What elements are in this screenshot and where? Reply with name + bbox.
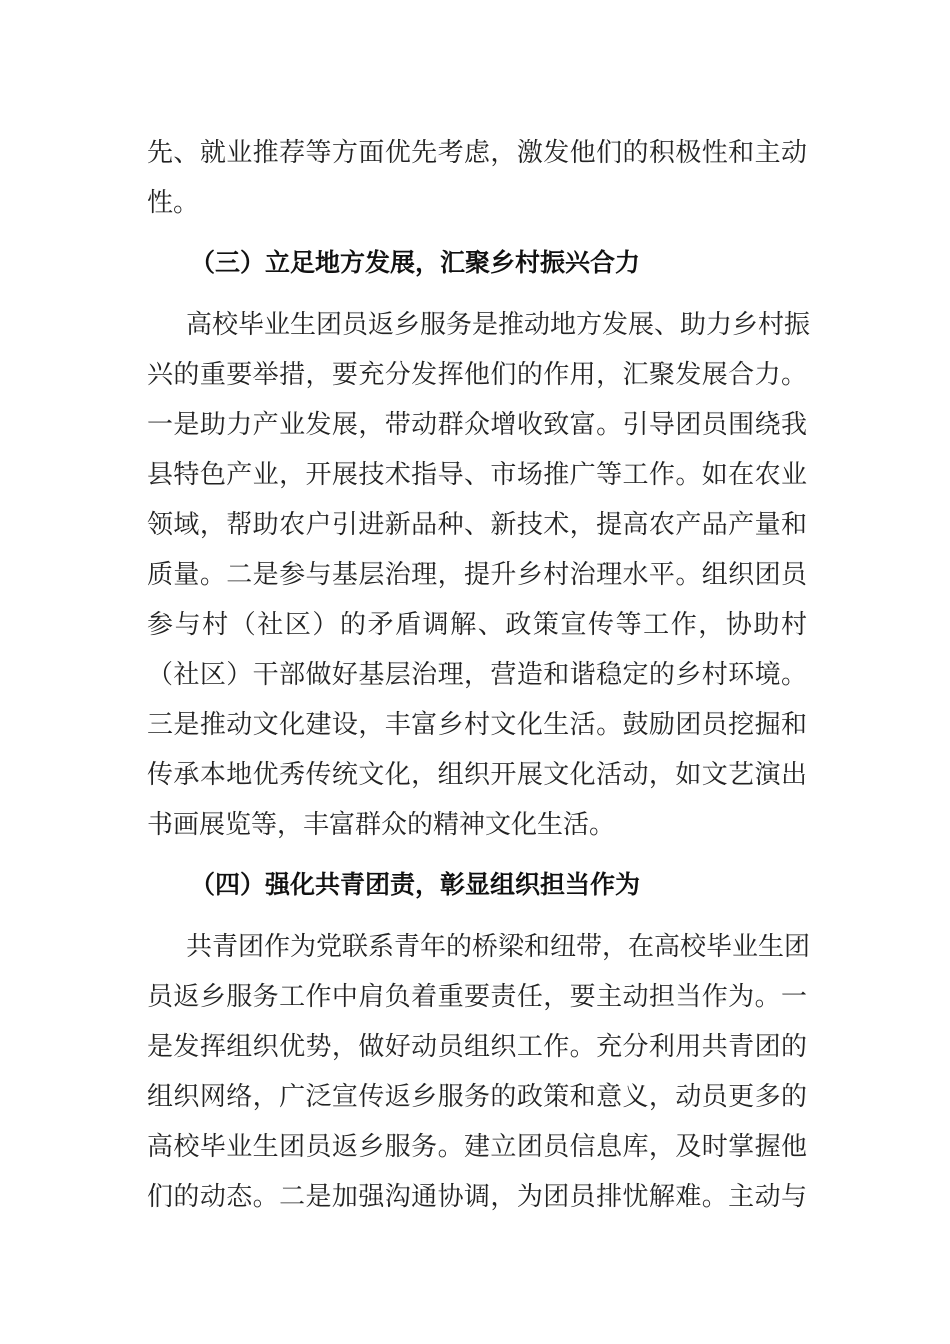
body-text-line: 性。: [147, 188, 200, 218]
body-text-line: 员返乡服务工作中肩负着重要责任，要主动担当作为。一: [147, 982, 807, 1012]
section-heading-3: （三）立足地方发展，汇聚乡村振兴合力: [190, 248, 641, 277]
body-text-line: 组织网络，广泛宣传返乡服务的政策和意义，动员更多的: [147, 1082, 807, 1112]
body-text-line: 一是助力产业发展，带动群众增收致富。引导团员围绕我: [147, 410, 807, 440]
body-text-line: 先、就业推荐等方面优先考虑，激发他们的积极性和主动: [147, 138, 807, 168]
body-text-line: 们的动态。二是加强沟通协调，为团员排忧解难。主动与: [147, 1182, 807, 1212]
body-text-line: 三是推动文化建设，丰富乡村文化生活。鼓励团员挖掘和: [147, 710, 807, 740]
section-heading-4: （四）强化共青团责，彰显组织担当作为: [190, 870, 641, 899]
body-text-line: 高校毕业生团员返乡服务是推动地方发展、助力乡村振: [186, 310, 811, 340]
body-text-line: 是发挥组织优势，做好动员组织工作。充分利用共青团的: [147, 1032, 807, 1062]
body-text-line: 共青团作为党联系青年的桥梁和纽带，在高校毕业生团: [186, 932, 811, 962]
body-text-line: （社区）干部做好基层治理，营造和谐稳定的乡村环境。: [147, 660, 807, 690]
body-text-line: 领域，帮助农户引进新品种、新技术，提高农产品产量和: [147, 510, 807, 540]
body-text-line: 县特色产业，开展技术指导、市场推广等工作。如在农业: [147, 460, 807, 490]
body-text-line: 参与村（社区）的矛盾调解、政策宣传等工作，协助村: [147, 610, 807, 640]
body-text-line: 质量。二是参与基层治理，提升乡村治理水平。组织团员: [147, 560, 807, 590]
body-text-line: 兴的重要举措，要充分发挥他们的作用，汇聚发展合力。: [147, 360, 807, 390]
body-text-line: 传承本地优秀传统文化，组织开展文化活动，如文艺演出: [147, 760, 807, 790]
body-text-line: 书画展览等，丰富群众的精神文化生活。: [147, 810, 616, 840]
body-text-line: 高校毕业生团员返乡服务。建立团员信息库，及时掌握他: [147, 1132, 807, 1162]
